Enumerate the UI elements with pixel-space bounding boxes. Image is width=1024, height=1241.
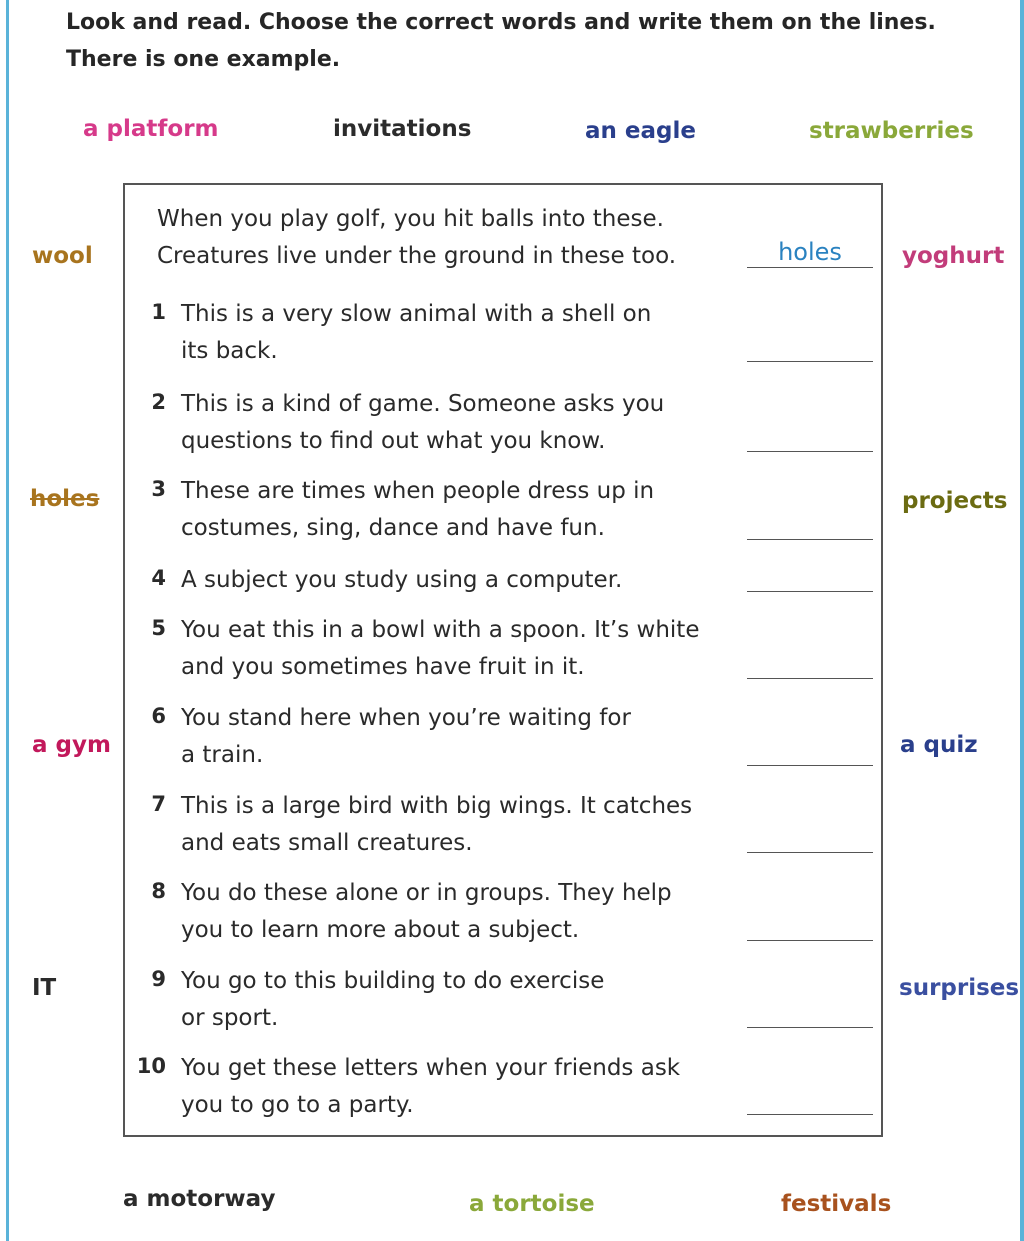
question-9-answer-line[interactable] <box>747 1027 873 1028</box>
word-yoghurt: yoghurt <box>902 243 1005 269</box>
question-2-line-2: questions to find out what you know. <box>181 428 606 454</box>
question-1-number: 1 <box>151 300 166 324</box>
word-an-eagle: an eagle <box>585 118 696 144</box>
instructions-line-1: Look and read. Choose the correct words and write them on the lines. <box>66 10 936 35</box>
word-it: IT <box>32 975 57 1001</box>
question-3-line-2: costumes, sing, dance and have fun. <box>181 515 605 541</box>
question-1-answer-line[interactable] <box>747 361 873 362</box>
question-5-line-1: You eat this in a bowl with a spoon. It’s white <box>181 617 700 643</box>
question-2-line-1: This is a kind of game. Someone asks you <box>181 391 665 417</box>
word-strawberries: strawberries <box>809 118 974 144</box>
question-3-answer-line[interactable] <box>747 539 873 540</box>
question-4-line-1: A subject you study using a computer. <box>181 567 623 593</box>
question-8-number: 8 <box>151 879 166 903</box>
question-1-line-2: its back. <box>181 338 278 364</box>
question-8-line-1: You do these alone or in groups. They help <box>181 880 672 906</box>
question-7-number: 7 <box>151 792 166 816</box>
word-a-gym: a gym <box>32 732 111 758</box>
question-10-number: 10 <box>136 1054 166 1078</box>
word-a-quiz: a quiz <box>900 732 978 758</box>
word-surprises: surprises <box>899 975 1020 1001</box>
word-festivals: festivals <box>781 1191 892 1217</box>
question-9-number: 9 <box>151 967 166 991</box>
question-3-number: 3 <box>151 477 166 501</box>
question-6-number: 6 <box>151 704 166 728</box>
question-4-number: 4 <box>151 566 166 590</box>
word-a-tortoise: a tortoise <box>469 1191 595 1217</box>
question-5-answer-line[interactable] <box>747 678 873 679</box>
question-6-line-2: a train. <box>181 742 264 768</box>
question-3-line-1: These are times when people dress up in <box>181 478 655 504</box>
example-answer-line <box>747 267 873 268</box>
question-5-number: 5 <box>151 616 166 640</box>
question-2-answer-line[interactable] <box>747 451 873 452</box>
word-a-platform: a platform <box>83 116 219 142</box>
question-10-answer-line[interactable] <box>747 1114 873 1115</box>
question-9-line-1: You go to this building to do exercise <box>181 968 605 994</box>
question-2-number: 2 <box>151 390 166 414</box>
word-wool: wool <box>32 243 93 269</box>
example-line-1: When you play golf, you hit balls into these. <box>157 206 664 232</box>
instructions <box>66 4 966 78</box>
question-6-answer-line[interactable] <box>747 765 873 766</box>
question-8-answer-line[interactable] <box>747 940 873 941</box>
question-4-answer-line[interactable] <box>747 591 873 592</box>
example-answer: holes <box>778 238 842 266</box>
question-7-line-2: and eats small creatures. <box>181 830 473 856</box>
left-border-stripe <box>6 0 9 1241</box>
question-10-line-1: You get these letters when your friends ask <box>181 1055 681 1081</box>
question-9-line-2: or sport. <box>181 1005 279 1031</box>
question-10-line-2: you to go to a party. <box>181 1092 414 1118</box>
instructions-line-2: There is one example. <box>66 47 341 72</box>
example-line-2: Creatures live under the ground in these too. <box>157 243 677 269</box>
question-7-answer-line[interactable] <box>747 852 873 853</box>
question-6-line-1: You stand here when you’re waiting for <box>181 705 631 731</box>
word-holes-crossed-out: holes <box>30 486 100 512</box>
question-8-line-2: you to learn more about a subject. <box>181 917 580 943</box>
question-7-line-1: This is a large bird with big wings. It catches <box>181 793 693 819</box>
word-a-motorway: a motorway <box>123 1186 276 1212</box>
word-invitations: invitations <box>333 116 472 142</box>
question-5-line-2: and you sometimes have fruit in it. <box>181 654 585 680</box>
right-border-stripe <box>1020 0 1024 1241</box>
question-1-line-1: This is a very slow animal with a shell on <box>181 301 652 327</box>
word-projects: projects <box>902 488 1008 514</box>
